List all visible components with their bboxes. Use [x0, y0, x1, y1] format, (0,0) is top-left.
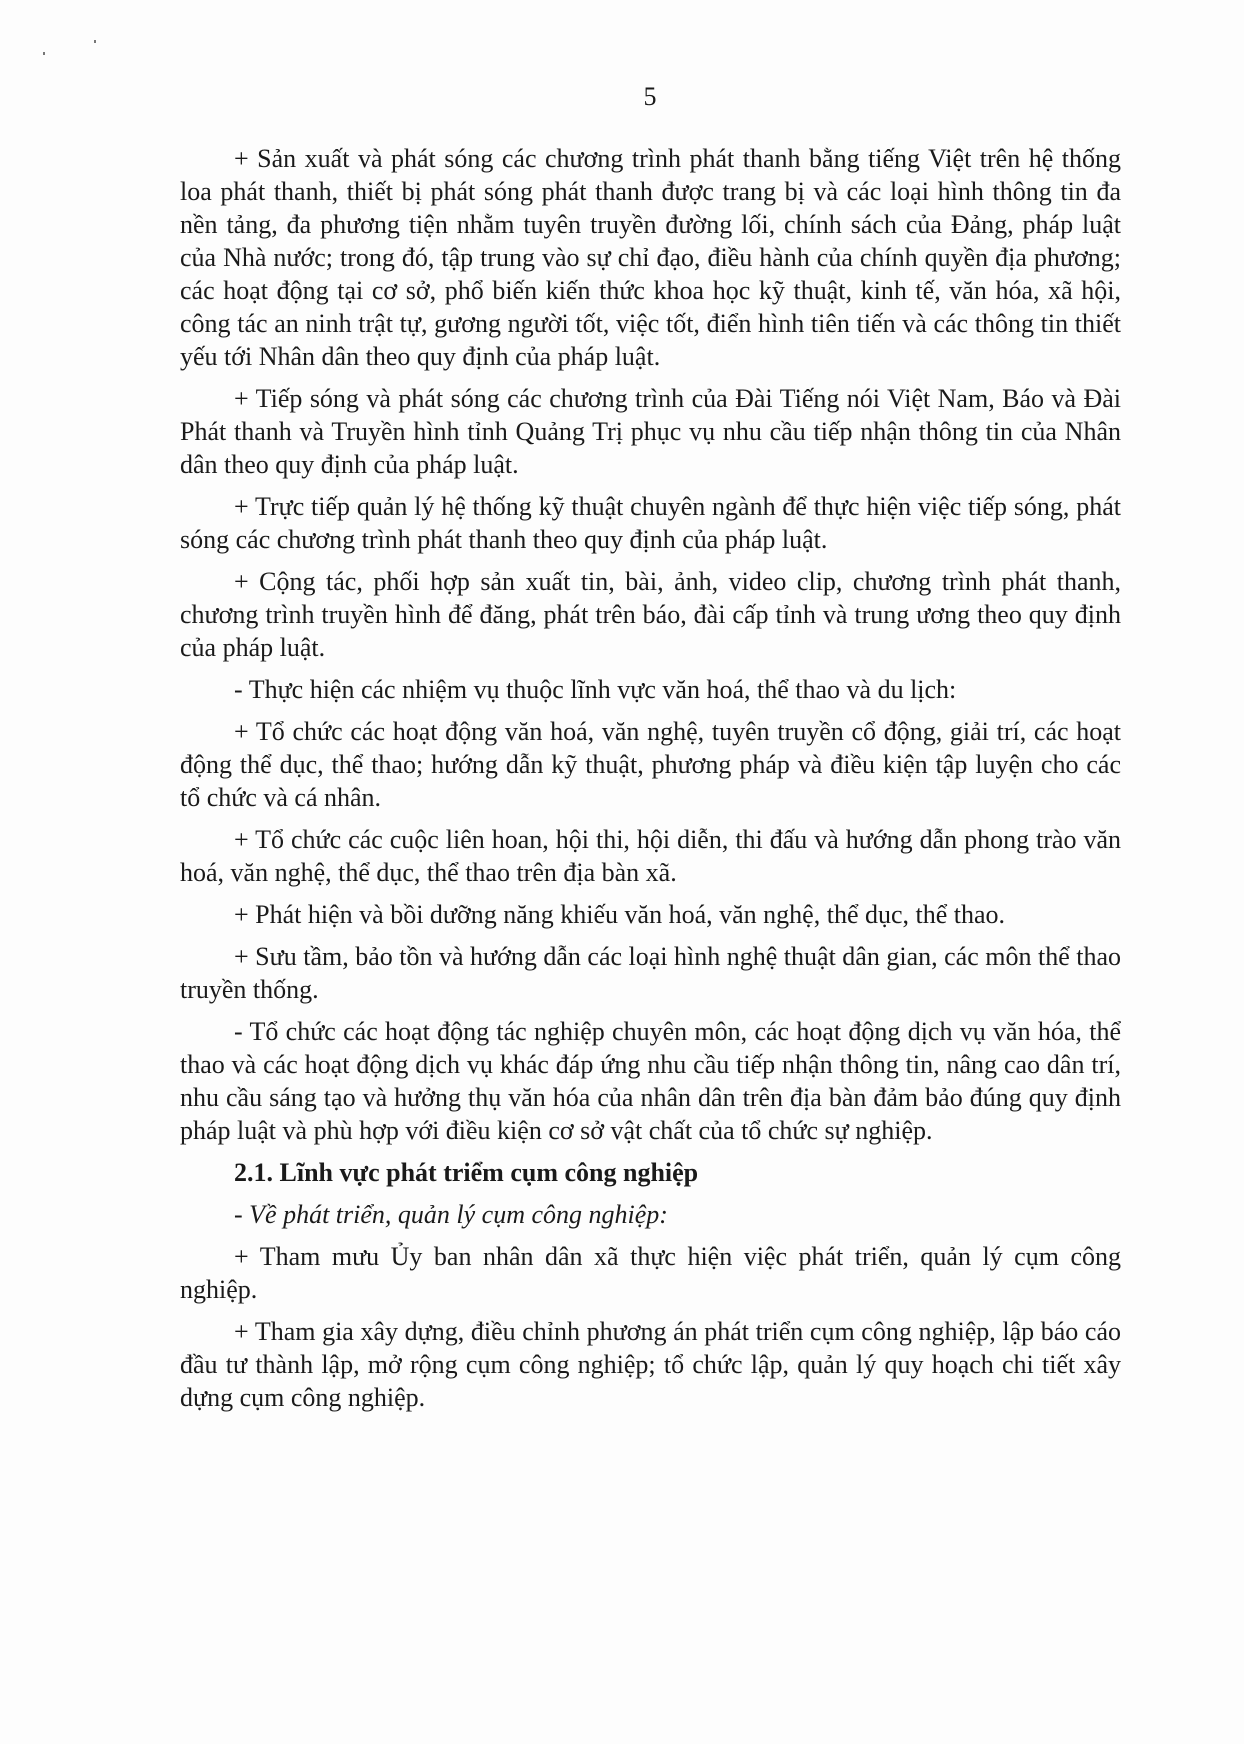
paragraph-radio-production: + Sản xuất và phát sóng các chương trình phát thanh bằng tiếng Việt trên hệ thống loa phát thanh, thiết bị phát sóng phát thanh được trang bị và các loại hình thông tin đa nền tảng, đa phương tiện nhằm tuyên truyền đường lối, chính sách của Đảng, pháp luật của Nhà nước; trong đó, tập trung vào sự chỉ đạo, điều hành của chính quyền địa phương; các hoạt động tại cơ sở, phổ biến kiến thức khoa học kỹ thuật, kinh tế, văn hóa, xã hội, công tác an ninh trật tự, gương người tốt, việc tốt, điển hình tiên tiến và các thông tin thiết yếu tới Nhân dân theo quy định của pháp luật. — [180, 144, 1121, 371]
page-number: 5 — [643, 82, 657, 111]
paragraph-culture-tasks: - Thực hiện các nhiệm vụ thuộc lĩnh vực văn hoá, thể thao và du lịch: — [234, 675, 957, 704]
paragraph-organize-activities: + Tổ chức các hoạt động văn hoá, văn nghệ, tuyên truyền cổ động, giải trí, các hoạt động thể dục, thể thao; hướng dẫn kỹ thuật, phương pháp và điều kiện tập luyện cho các tổ chức và cá nhân. — [180, 717, 1121, 812]
paragraph-planning: + Tham gia xây dựng, điều chỉnh phương án phát triển cụm công nghiệp, lập báo cáo đầu tư thành lập, mở rộng cụm công nghiệp; tổ chức lập, quản lý quy hoạch chi tiết xây dựng cụm công nghiệp. — [180, 1317, 1121, 1412]
scan-speck — [94, 40, 96, 43]
paragraph-rebroadcast: + Tiếp sóng và phát sóng các chương trình của Đài Tiếng nói Việt Nam, Báo và Đài Phát thanh và Truyền hình tỉnh Quảng Trị phục vụ nhu cầu tiếp nhận thông tin của Nhân dân theo quy định của pháp luật. — [180, 384, 1121, 479]
paragraph-professional-services: - Tổ chức các hoạt động tác nghiệp chuyên môn, các hoạt động dịch vụ văn hóa, thể thao và các hoạt động dịch vụ khác đáp ứng nhu cầu tiếp nhận thông tin, nâng cao dân trí, nhu cầu sáng tạo và hưởng thụ văn hóa của nhân dân trên địa bàn đảm bảo đúng quy định pháp luật và phù hợp với điều kiện cơ sở vật chất của tổ chức sự nghiệp. — [180, 1017, 1121, 1145]
document-body — [180, 142, 1121, 1423]
paragraph-festivals: + Tổ chức các cuộc liên hoan, hội thi, hội diễn, thi đấu và hướng dẫn phong trào văn hoá, văn nghệ, thể dục, thể thao trên địa bàn xã. — [180, 825, 1121, 887]
paragraph-technical-management: + Trực tiếp quản lý hệ thống kỹ thuật chuyên ngành để thực hiện việc tiếp sóng, phát sóng các chương trình phát thanh theo quy định của pháp luật. — [180, 492, 1121, 554]
section-heading: 2.1. Lĩnh vực phát triểm cụm công nghiệp — [234, 1158, 699, 1187]
paragraph-collaboration: + Cộng tác, phối hợp sản xuất tin, bài, ảnh, video clip, chương trình phát thanh, chương trình truyền hình để đăng, phát trên báo, đài cấp tỉnh và trung ương theo quy định của pháp luật. — [180, 567, 1121, 662]
subsection-heading: - Về phát triển, quản lý cụm công nghiệp: — [234, 1200, 668, 1229]
scan-speck — [43, 52, 45, 55]
paragraph-talent: + Phát hiện và bồi dưỡng năng khiếu văn hoá, văn nghệ, thể dục, thể thao. — [234, 900, 1006, 929]
paragraph-folk-art: + Sưu tầm, bảo tồn và hướng dẫn các loại hình nghệ thuật dân gian, các môn thể thao truyền thống. — [180, 942, 1121, 1004]
paragraph-advise-committee: + Tham mưu Ủy ban nhân dân xã thực hiện việc phát triển, quản lý cụm công nghiệp. — [180, 1242, 1121, 1304]
